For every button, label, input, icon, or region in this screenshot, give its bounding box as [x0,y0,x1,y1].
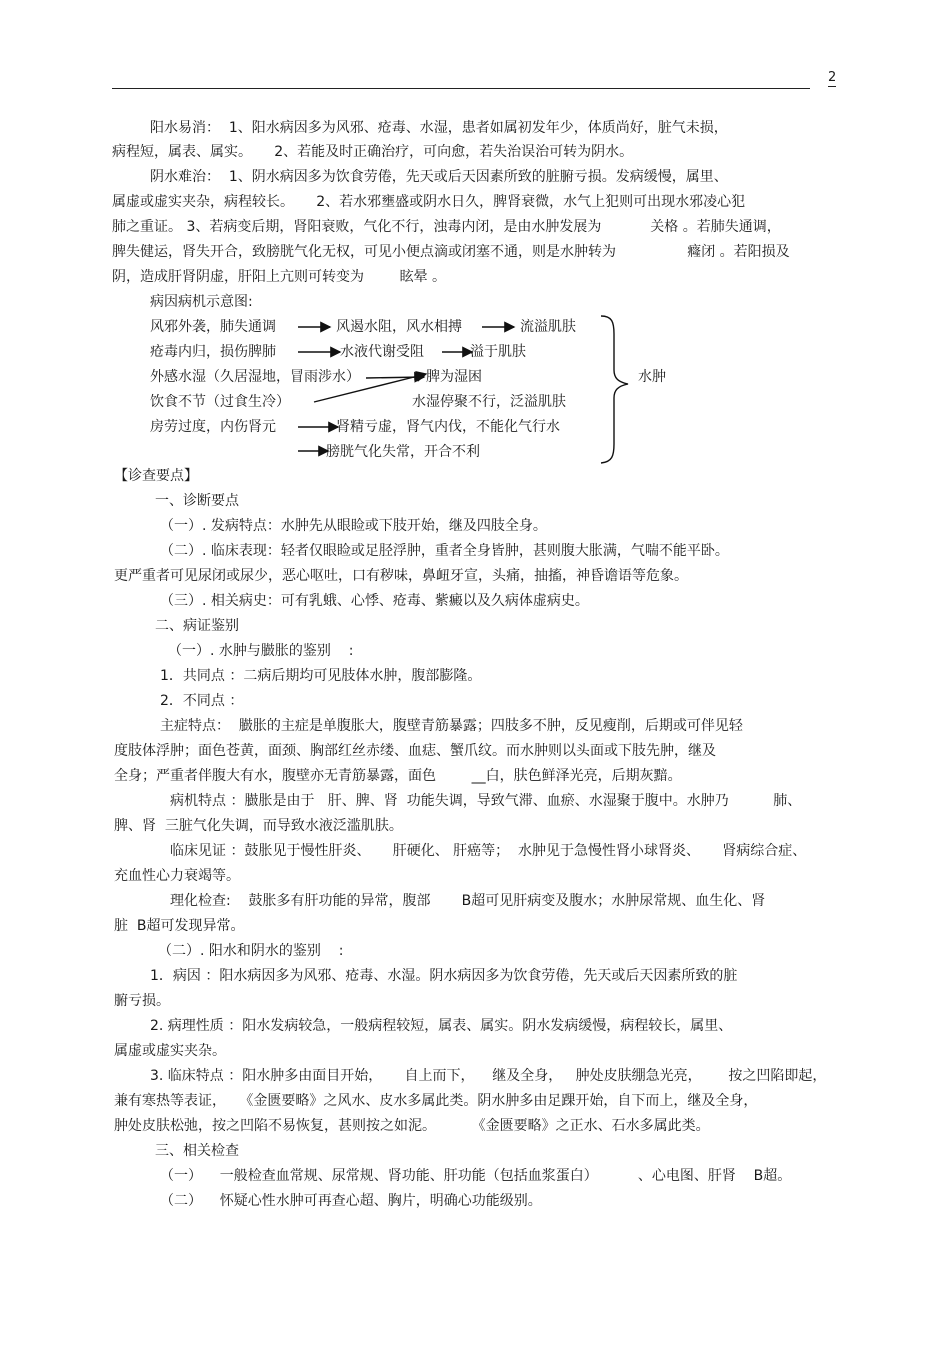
result-label: 水肿 [638,369,666,385]
text-line: 2．不同点 ： [160,693,244,709]
text-line: 病机特点 ：臌胀是由于 肝、脾、肾 功能失调，导致气滞、血瘀、水湿聚于腹中。水肿乃 肺、 [170,793,802,809]
text-line: 脾失健运，肾失开合，致膀胱气化无权，可见小便点滴或闭塞不通，则是水肿转为 癃闭 。若阳损及 [112,244,790,260]
text-line: 更严重者可见尿闭或尿少，恶心呕吐，口有秽味，鼻衄牙宣，头痛，抽搐，神昏谵语等危象。 [114,568,688,584]
text-line: 肿处皮肤松弛，按之凹陷不易恢复，甚则按之如泥。 《金匮要略》之正水、石水多属此类。 [114,1118,710,1134]
mechanism-label: 风遏水阻，风水相搏 [336,319,462,335]
text-line: 理化检查: 鼓胀多有肝功能的异常，腹部 B超可见肝病变及腹水；水肿尿常规、血生化、肾 [170,893,766,909]
text-line: 全身；严重者伴腹大有水，腹壁亦无青筋暴露，面色 __白，肤色鲜泽光亮，后期灰黯。 [114,768,682,784]
text-line: 属虚或虚实夹杂，病程较长。 2、若水邪壅盛或阴水日久，脾肾衰微，水气上犯则可出现水邪凌心犯 [112,194,746,210]
text-line: 2. 病理性质 ：阳水发病较急，一般病程较短，属表、属实。阴水发病缓慢，病程较长，属里、 [150,1018,733,1034]
subheading: 一、诊断要点 [155,493,239,509]
text-line: 阴水难治： 1、阴水病因多为饮食劳倦，先天或后天因素所致的脏腑亏损。发病缓慢，属里、 [150,169,728,185]
text-line: 阴，造成肝肾阴虚，肝阳上亢则可转变为 眩晕 。 [112,269,447,285]
subheading: 三、相关检查 [155,1143,239,1159]
text-line: （二） 怀疑心性水肿可再查心超、胸片，明确心功能级别。 [160,1193,542,1209]
cause-label: 外感水湿（久居湿地，冒雨涉水） [150,369,360,385]
cause-label: 房劳过度，内伤肾元 [150,419,276,435]
text-line: 肺之重证。 3、若病变后期，肾阳衰败，气化不行，浊毒内闭，是由水肿发展为 关格 。若肺失通调， [112,219,781,235]
mechanism-label: 水液代谢受阻 [340,344,424,360]
mechanism-label: 肾精亏虚，肾气内伐，不能化气行水 [336,419,560,435]
text-line: 属虚或虚实夹杂。 [114,1043,226,1059]
cause-label: 饮食不节（过食生冷） [150,394,290,410]
text-line: （一）. 发病特点：水肿先从眼睑或下肢开始，继及四肢全身。 [160,518,547,534]
subheading: 二、病证鉴别 [155,618,239,634]
text-line: （一）. 水肿与臌胀的鉴别 : [168,643,354,659]
text-line: 兼有寒热等表证， 《金匮要略》之风水、皮水多属此类。阴水肿多由足踝开始，自下而上，继及全身， [114,1093,758,1109]
mechanism-label: 脾为湿困 [426,369,482,385]
cause-label: 疮毒内归，损伤脾肺 [150,344,276,360]
text-line: 3. 临床特点 ：阳水肿多由面目开始， 自上而下， 继及全身， 肿处皮肤绷急光亮， 按之凹陷即起， [150,1068,827,1084]
text-line: 1．共同点 ：二病后期均可见肢体水肿，腹部膨隆。 [160,668,482,684]
text-line: 脏 B超可发现异常。 [114,918,245,934]
text-line: 阳水易消： 1、阳水病因多为风邪、疮毒、水湿，患者如属初发年少，体质尚好，脏气未损， [150,120,728,136]
text-line: （二）. 阳水和阴水的鉴别 : [158,943,344,959]
text-line: 主症特点： 臌胀的主症是单腹胀大，腹壁青筋暴露；四肢多不肿，反见瘦削，后期或可伴见轻 [160,718,743,734]
text-line: 1．病因 ：阳水病因多为风邪、疮毒、水湿。阴水病因多为饮食劳倦，先天或后天因素所致的脏 [150,968,738,984]
text-line: （一） 一般检查血常规、尿常规、肾功能、肝功能（包括血浆蛋白） 、心电图、肝肾 B超。 [160,1168,792,1184]
outcome-label: 流溢肌肤 [520,319,576,335]
diagram-caption: 病因病机示意图: [150,294,253,310]
text-line: 度肢体浮肿；面色苍黄，面颈、胸部红丝赤缕、血痣、蟹爪纹。而水肿则以头面或下肢先肿，继及 [114,743,716,759]
text-line: 腑亏损。 [114,993,170,1009]
header-rule [112,88,810,89]
text-line: （二）. 临床表现：轻者仅眼睑或足胫浮肿，重者全身皆肿，甚则腹大胀满，气喘不能平卧。 [160,543,729,559]
page-number: 2 [828,70,837,85]
section-heading: 【诊查要点】 [114,468,198,484]
bracket [601,316,628,463]
text-line: 临床见证 ：鼓胀见于慢性肝炎、 肝硬化、 肝癌等； 水肿见于急慢性肾小球肾炎、 肾病综合症、 [170,843,807,859]
cause-label: 风邪外袭，肺失通调 [150,319,276,335]
text-line: 充血性心力衰竭等。 [114,868,240,884]
text-line: 脾、肾 三脏气化失调，而导致水液泛滥肌肤。 [114,818,403,834]
mechanism-label: 水湿停聚不行，泛溢肌肤 [412,394,566,410]
arrow [366,377,424,378]
text-line: 病程短，属表、属实。 2、若能及时正确治疗，可向愈，若失治误治可转为阴水。 [112,144,634,160]
text-line: （三）. 相关病史：可有乳蛾、心悸、疮毒、紫癜以及久病体虚病史。 [160,593,589,609]
mechanism-label: 膀胱气化失常，开合不利 [326,444,480,460]
outcome-label: 溢于肌肤 [470,344,526,360]
